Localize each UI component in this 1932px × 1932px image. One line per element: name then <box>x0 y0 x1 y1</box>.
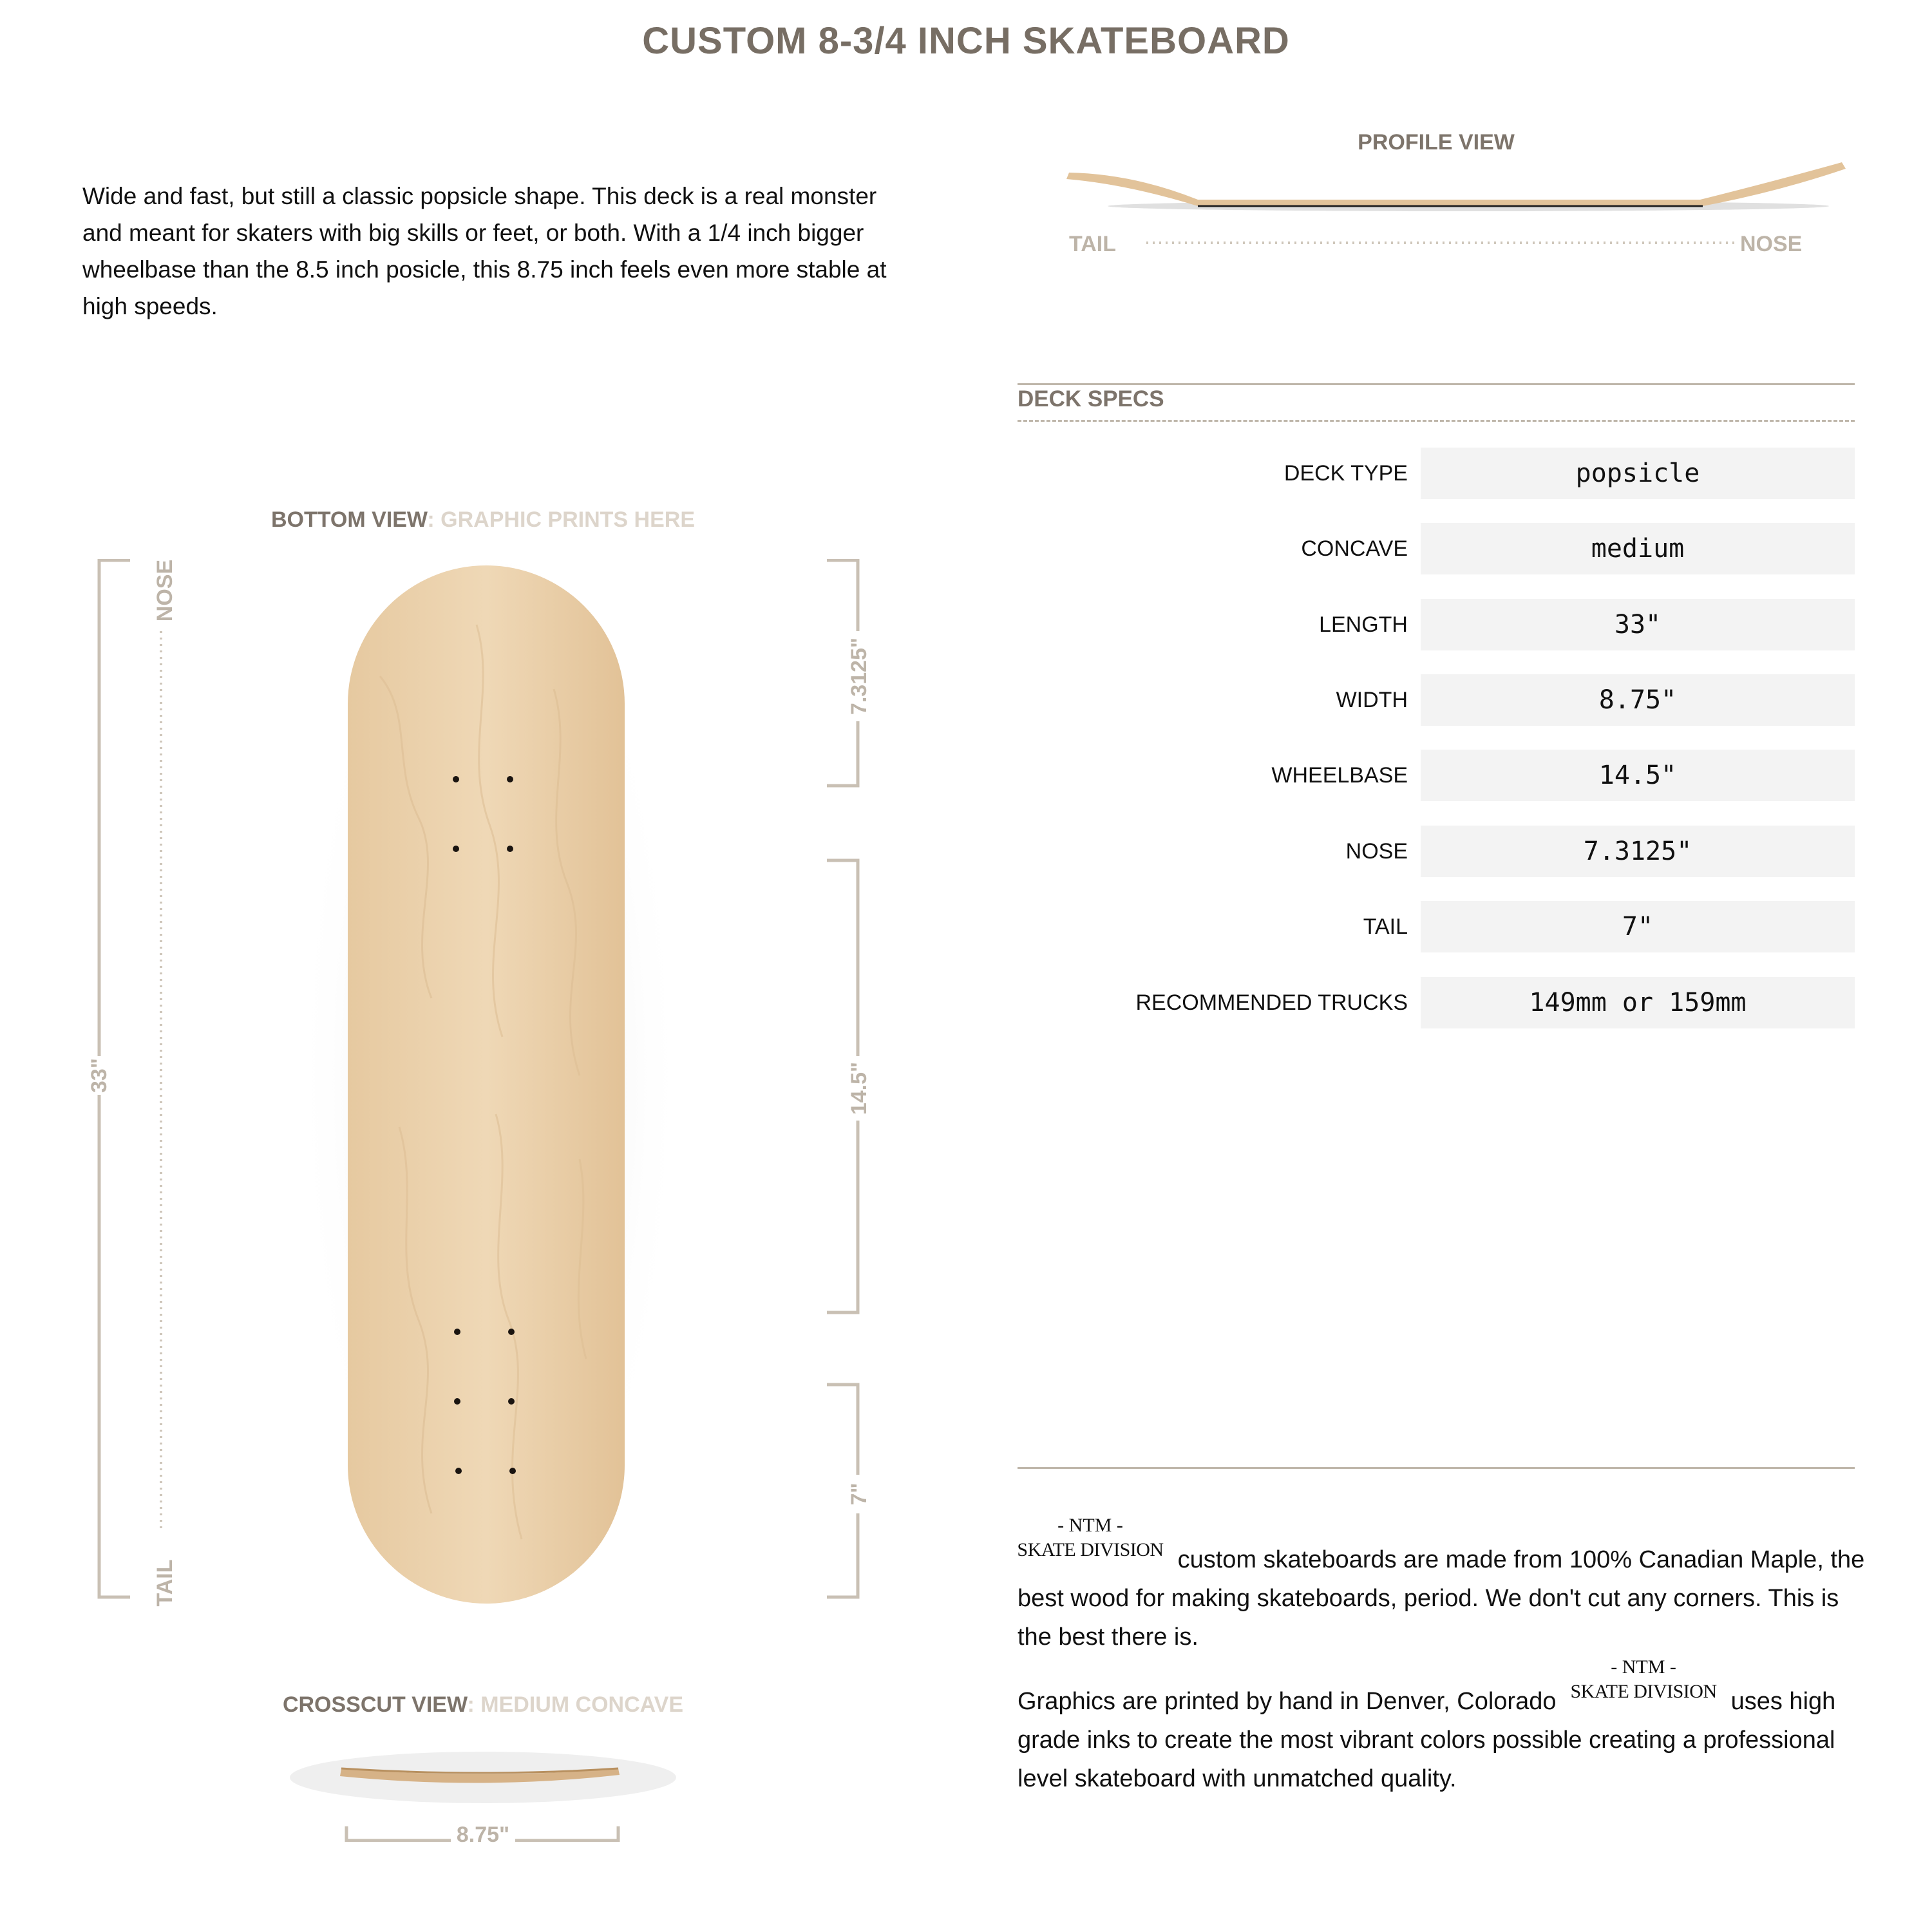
footer-paragraph-1 <box>1017 1515 1874 1656</box>
brand-line-1: - NTM - <box>1611 1656 1676 1678</box>
spec-row <box>1018 977 1855 1028</box>
footer-p1-text: custom skateboards are made from 100% Canadian Maple, the best wood for making skateboards, period. We don't cut any corners. This is the best there is. <box>1018 1546 1865 1651</box>
crosscut-view-label <box>0 1692 966 1718</box>
footer-paragraph-2 <box>1018 1656 1874 1798</box>
spec-label: CONCAVE <box>1301 536 1408 561</box>
spec-label: NOSE <box>1345 839 1408 864</box>
spec-value: 14.5" <box>1421 750 1855 801</box>
specs-heading: DECK SPECS <box>1018 386 1164 412</box>
nose-dim-label: 7.3125" <box>847 637 871 715</box>
intro-text: Wide and fast, but still a classic popsicle shape. This deck is a real monster and meant for skaters with big skills or feet, or both. With a 1/4 inch bigger wheelbase than the 8.5 inch posicle, this 8.75 inch feels even more stable at high speeds. <box>82 183 887 319</box>
nose-tail-dotted-line <box>155 631 167 1533</box>
brand-line-2: SKATE DIVISION <box>1570 1681 1717 1702</box>
ntm-brand-logo <box>1010 1515 1171 1579</box>
spec-label: RECOMMENDED TRUCKS <box>1135 990 1408 1015</box>
brand-line-2: SKATE DIVISION <box>1017 1539 1164 1560</box>
bottom-view-label <box>0 507 966 533</box>
length-dim-label: 33" <box>87 1058 111 1093</box>
brand-line-1: - NTM - <box>1057 1515 1123 1536</box>
bottom-view-sublabel: : GRAPHIC PRINTS HERE <box>427 507 695 532</box>
spec-row <box>1018 826 1855 877</box>
spec-label: TAIL <box>1363 914 1408 939</box>
spec-row <box>1018 674 1855 726</box>
spec-value: 33" <box>1421 599 1855 650</box>
footer-p2-before: Graphics are printed by hand in Denver, Colorado <box>1018 1688 1557 1715</box>
tail-dim-label: 7" <box>847 1482 871 1506</box>
spec-row <box>1018 599 1855 650</box>
spec-label: WHEELBASE <box>1271 763 1408 788</box>
spec-row <box>1018 448 1855 499</box>
spec-label: DECK TYPE <box>1283 461 1408 486</box>
footer-rule <box>1018 1467 1855 1469</box>
profile-tail-label: TAIL <box>1069 232 1117 256</box>
spec-row <box>1018 901 1855 952</box>
ntm-brand-logo-2 <box>1563 1656 1724 1721</box>
spec-value: 7" <box>1421 901 1855 952</box>
crosscut-view-title: CROSSCUT VIEW <box>282 1692 468 1717</box>
deck-bottom-graphic <box>283 547 734 1642</box>
spec-value: 149mm or 159mm <box>1421 977 1855 1028</box>
footer-p2-after: uses high grade inks to create the most vibrant colors possible creating a professional level skateboard with unmatched quality. <box>1018 1688 1836 1792</box>
tail-label: TAIL <box>153 1559 177 1607</box>
spec-value: 7.3125" <box>1421 826 1855 877</box>
nose-label: NOSE <box>153 559 177 622</box>
page-title: CUSTOM 8-3/4 INCH SKATEBOARD <box>642 20 1290 62</box>
spec-label: WIDTH <box>1336 688 1408 712</box>
crosscut-view-sublabel: : MEDIUM CONCAVE <box>467 1692 684 1717</box>
profile-graphic <box>1056 155 1868 219</box>
profile-nose-label: NOSE <box>1740 232 1803 256</box>
spec-label: LENGTH <box>1319 612 1408 637</box>
crosscut-width-label: 8.75" <box>456 1823 510 1847</box>
bottom-view-title: BOTTOM VIEW <box>270 507 428 532</box>
profile-dotted-line <box>1146 240 1739 246</box>
spec-value: medium <box>1421 523 1855 574</box>
spec-value: popsicle <box>1421 448 1855 499</box>
specs-top-rule <box>1018 383 1855 385</box>
wheelbase-dim-label: 14.5" <box>847 1061 871 1115</box>
spec-row <box>1018 750 1855 801</box>
profile-view-label: PROFILE VIEW <box>1358 130 1515 155</box>
specs-dashed-rule <box>1018 420 1855 422</box>
spec-row <box>1018 523 1855 574</box>
spec-value: 8.75" <box>1421 674 1855 726</box>
